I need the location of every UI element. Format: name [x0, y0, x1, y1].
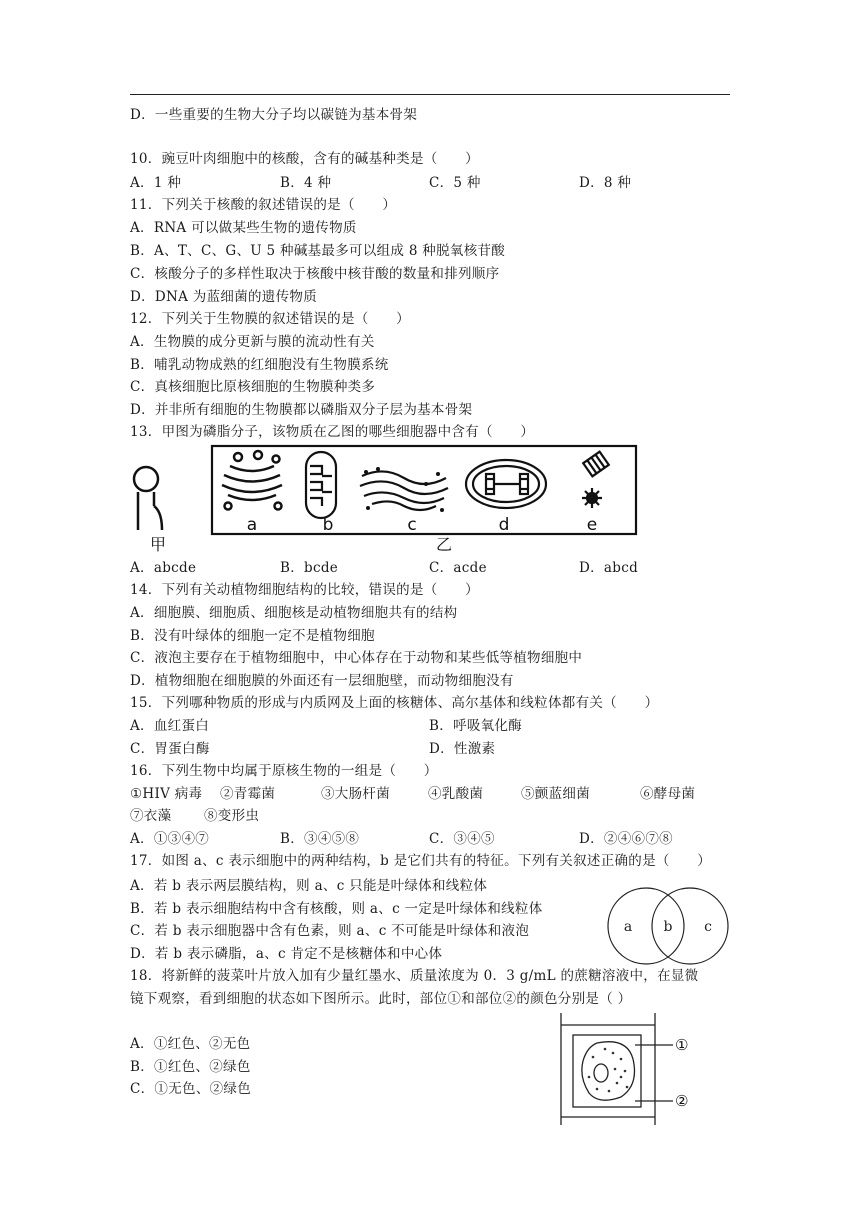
q11-stem: 11．下列关于核酸的叙述错误的是（ ）: [130, 197, 397, 213]
q17-option-d: D．若 b 表示磷脂，a、c 肯定不是核糖体和中心体: [130, 946, 443, 962]
q16-option-d: D．②④⑥⑦⑧: [579, 831, 673, 847]
venn-label-c: c: [704, 919, 712, 935]
q16-item-8: ⑧变形虫: [204, 808, 260, 824]
marker-1: ①: [675, 1036, 689, 1054]
q18-option-a: A．①红色、②无色: [130, 1036, 251, 1052]
q11-option-c: C．核酸分子的多样性取决于核酸中核苷酸的数量和排列顺序: [130, 266, 500, 282]
q10-option-a: A．1 种: [130, 175, 182, 191]
q16-item-3: ③大肠杆菌: [321, 786, 390, 802]
venn-label-b: b: [663, 919, 673, 935]
organelle-label-a: a: [246, 515, 258, 535]
q15-stem: 15．下列哪种物质的形成与内质网及上面的核糖体、高尔基体和线粒体都有关（ ）: [130, 695, 659, 711]
q17-option-b: B．若 b 表示细胞结构中含有核酸，则 a、c 一定是叶绿体和线粒体: [130, 901, 543, 917]
marker-2: ②: [675, 1092, 689, 1110]
q16-stem: 16．下列生物中均属于原核生物的一组是（ ）: [130, 763, 438, 779]
q18-stem-line2: 镜下观察，看到细胞的状态如下图所示。此时，部位①和部位②的颜色分别是（ ）: [130, 991, 632, 1007]
centrosome-icon: [582, 452, 609, 508]
q10-option-d: D．8 种: [579, 175, 632, 191]
q18-option-b: B．①红色、②绿色: [130, 1059, 251, 1075]
q14-option-a: A．细胞膜、细胞质、细胞核是动植物细胞共有的结构: [130, 605, 458, 621]
q12-option-b: B．哺乳动物成熟的红细胞没有生物膜系统: [130, 357, 389, 373]
figure-label-yi: 乙: [435, 535, 453, 554]
q12-option-d: D．并非所有细胞的生物膜都以磷脂双分子层为基本骨架: [130, 402, 473, 418]
organelle-label-e: e: [586, 515, 598, 535]
q10-option-b: B．4 种: [280, 175, 332, 191]
header-rule: [130, 94, 730, 95]
organelle-label-b: b: [322, 515, 334, 535]
figure-label-jia: 甲: [149, 535, 167, 554]
organelle-label-d: d: [498, 515, 510, 535]
q17-option-a: A．若 b 表示两层膜结构，则 a、c 只能是叶绿体和线粒体: [130, 878, 488, 894]
q14-stem: 14．下列有关动植物细胞结构的比较，错误的是（ ）: [130, 582, 479, 598]
q16-item-5: ⑤颤蓝细菌: [521, 786, 590, 802]
phospholipid-figure: [134, 467, 162, 530]
q11-option-a: A．RNA 可以做某些生物的遗传物质: [130, 220, 357, 236]
q11-option-b: B．A、T、C、G、U 5 种碱基最多可以组成 8 种脱氧核苷酸: [130, 243, 506, 259]
q16-option-b: B．③④⑤⑧: [280, 831, 360, 847]
q16-option-c: C．③④⑤: [429, 831, 495, 847]
q13-option-a: A．abcde: [130, 560, 197, 576]
organelle-frame: [212, 446, 636, 534]
endoplasmic-reticulum-icon: [360, 467, 448, 512]
venn-circle-left: [608, 888, 684, 964]
q18-stem-line1: 18．将新鲜的菠菜叶片放入加有少量红墨水、质量浓度为 0．3 g/mL 的蔗糖溶液中，在显微: [130, 968, 699, 984]
q16-item-4: ④乳酸菌: [428, 786, 484, 802]
q16-item-1: ①HIV 病毒: [130, 786, 203, 802]
q15-option-d: D．性激素: [429, 741, 496, 757]
q12-option-a: A．生物膜的成分更新与膜的流动性有关: [130, 334, 375, 350]
q13-option-c: C．acde: [429, 560, 487, 576]
plasmolysis-cell-figure: [555, 1013, 715, 1131]
golgi-apparatus-icon: [222, 451, 282, 510]
q14-option-d: D．植物细胞在细胞膜的外面还有一层细胞壁，而动物细胞没有: [130, 673, 514, 689]
q13-stem: 13．甲图为磷脂分子，该物质在乙图的哪些细胞器中含有（ ）: [130, 424, 535, 440]
q18-option-c: C．①无色、②绿色: [130, 1081, 252, 1097]
organelle-figure: [126, 442, 646, 558]
q15-option-c: C．胃蛋白酶: [130, 741, 210, 757]
q15-option-a: A．血红蛋白: [130, 718, 210, 734]
q12-option-c: C．真核细胞比原核细胞的生物膜种类多: [130, 379, 376, 395]
q10-stem: 10．豌豆叶肉细胞中的核酸，含有的碱基种类是（ ）: [130, 151, 479, 167]
q17-option-c: C．若 b 表示细胞器中含有色素，则 a、c 不可能是叶绿体和液泡: [130, 923, 530, 939]
q11-option-d: D．DNA 为蓝细菌的遗传物质: [130, 289, 317, 305]
q15-option-b: B．呼吸氧化酶: [429, 718, 523, 734]
q17-stem: 17．如图 a、c 表示细胞中的两种结构，b 是它们共有的特征。下列有关叙述正确的是（ ）: [130, 853, 712, 869]
q16-item-6: ⑥酵母菌: [640, 786, 696, 802]
q9-option-d: D．一些重要的生物大分子均以碳链为基本骨架: [130, 107, 418, 123]
q12-stem: 12．下列关于生物膜的叙述错误的是（ ）: [130, 311, 410, 327]
mitochondrion-icon: [306, 452, 336, 518]
q13-option-d: D．abcd: [579, 560, 639, 576]
cell-nucleus: [594, 1064, 608, 1082]
q14-option-c: C．液泡主要存在于植物细胞中，中心体存在于动物和某些低等植物细胞中: [130, 650, 583, 666]
venn-label-a: a: [623, 919, 633, 935]
q13-option-b: B．bcde: [280, 560, 339, 576]
q10-option-c: C．5 种: [429, 175, 481, 191]
venn-diagram: [606, 884, 730, 968]
chloroplast-icon: [466, 460, 546, 508]
q16-item-7: ⑦衣藻: [130, 808, 172, 824]
organelle-label-c: c: [407, 515, 417, 535]
q16-option-a: A．①③④⑦: [130, 831, 210, 847]
q16-item-2: ②青霉菌: [220, 786, 276, 802]
q14-option-b: B．没有叶绿体的细胞一定不是植物细胞: [130, 628, 375, 644]
cell-wall: [573, 1035, 641, 1107]
